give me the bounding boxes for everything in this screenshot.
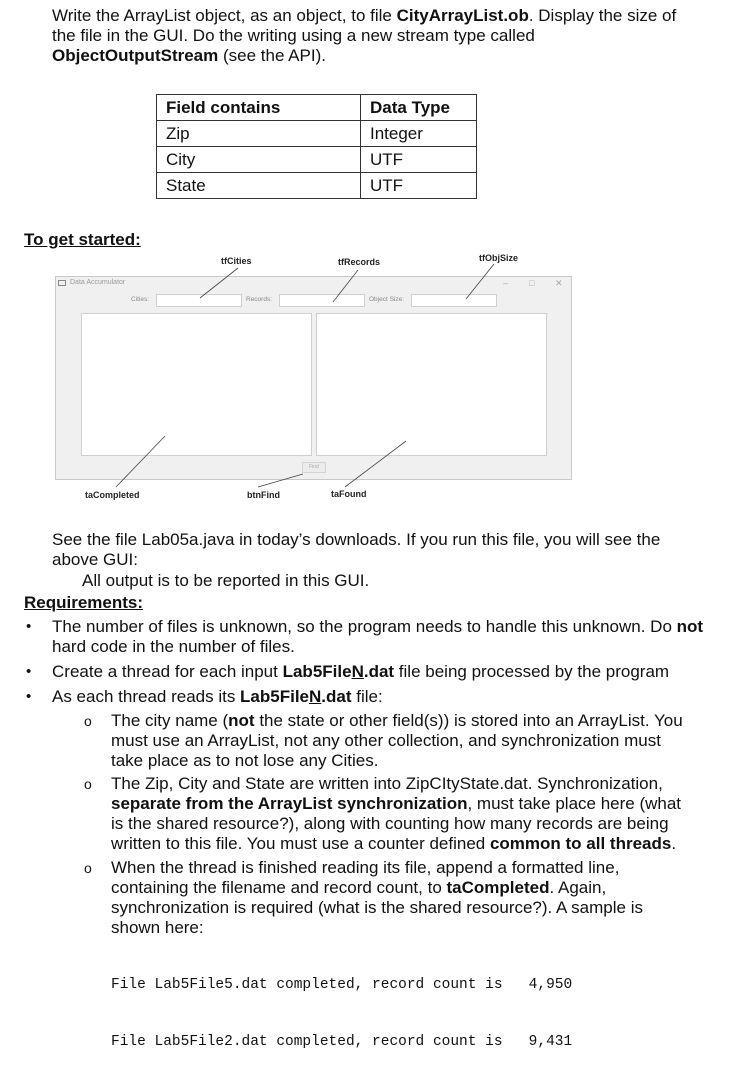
callout-tafound: taFound xyxy=(331,489,367,499)
minimize-icon[interactable]: – xyxy=(503,278,509,288)
callout-leader-lines xyxy=(0,0,752,520)
sub-bullet-icon: o xyxy=(84,860,92,876)
callout-btnfind: btnFind xyxy=(247,490,280,500)
bullet-icon: • xyxy=(26,618,32,635)
objsize-label: Object Size: xyxy=(369,296,405,303)
header-data-type: Data Type xyxy=(361,95,477,121)
maximize-icon[interactable]: □ xyxy=(529,278,535,288)
leader-tfcities xyxy=(200,268,238,298)
find-button[interactable]: Find xyxy=(302,462,326,473)
callout-tfcities: tfCities xyxy=(221,256,252,266)
bullet-icon: • xyxy=(26,663,32,680)
sub-requirement-item: When the thread is finished reading its file, append a formatted line, containing the filename and record count, to taCompleted. Again, synchronization is required (what is the shared resource?). A sample is shown here: xyxy=(111,858,643,937)
see-file-paragraph xyxy=(52,530,660,570)
sub-bullet-icon: o xyxy=(84,776,92,792)
table-cell: State xyxy=(157,173,361,199)
callout-tfrecords: tfRecords xyxy=(338,257,381,267)
sample-output-line: File Lab5File5.dat completed, record count is 4,950 xyxy=(111,977,573,993)
cities-label: Cities: xyxy=(131,296,150,303)
leader-tfobjsize xyxy=(466,264,494,299)
table-cell: Integer xyxy=(361,121,477,147)
leader-tfrecords xyxy=(333,270,358,302)
table-cell: UTF xyxy=(361,147,477,173)
requirement-item: As each thread reads its Lab5FileN.dat file: xyxy=(52,687,383,706)
see-file-line-1: See the file Lab05a.java in today’s downloads. If you run this file, you will see the xyxy=(52,530,661,549)
callout-tacompleted: taCompleted xyxy=(85,490,140,500)
table-cell: City xyxy=(157,147,361,173)
file-name-cityarraylist: CityArrayList.ob xyxy=(396,6,529,25)
intro-line-3: ObjectOutputStream (see the API). xyxy=(52,46,326,65)
table-cell: Zip xyxy=(157,121,361,147)
see-file-line-3: All output is to be reported in this GUI. xyxy=(82,571,370,590)
bullet-icon: • xyxy=(26,688,32,705)
leader-tacompleted xyxy=(116,436,165,487)
sample-output-block xyxy=(111,938,572,1071)
header-field-contains: Field contains xyxy=(157,95,361,121)
window-title: Data Accumulator xyxy=(70,279,126,286)
intro-line-2: the file in the GUI. Do the writing using a new stream type called xyxy=(52,26,535,45)
sample-output-line: File Lab5File2.dat completed, record count is 9,431 xyxy=(111,1034,573,1050)
sub-bullet-icon: o xyxy=(84,713,92,729)
requirements-heading: Requirements: xyxy=(24,593,144,612)
stream-type-name: ObjectOutputStream xyxy=(52,46,219,65)
leader-tafound xyxy=(345,441,406,487)
callout-tfobjsize: tfObjSize xyxy=(479,253,519,263)
close-icon[interactable]: ✕ xyxy=(555,278,563,288)
table-cell: UTF xyxy=(361,173,477,199)
records-label: Records: xyxy=(246,296,273,303)
get-started-heading: To get started: xyxy=(24,230,141,249)
requirement-item: The number of files is unknown, so the program needs to handle this unknown. Do not hard code in the number of files. xyxy=(52,617,704,656)
see-file-line-2: above GUI: xyxy=(52,550,138,569)
sub-requirement-item: The Zip, City and State are written into ZipCItyState.dat. Synchronization, separate from the ArrayList synchronization, must take place here (what is the shared resource?), along with counting how many records are being written to this file. You must use a counter defined common to all threads. xyxy=(111,774,682,853)
sub-requirement-item: The city name (not the state or other field(s)) is stored into an ArrayList. You must use an ArrayList, not any other collection, and synchronization must take place as to not lose any Cities. xyxy=(111,711,683,770)
requirement-item: Create a thread for each input Lab5FileN.dat file being processed by the program xyxy=(52,662,670,681)
leader-btnfind xyxy=(258,474,303,487)
intro-line-1: Write the ArrayList object, as an object, to file CityArrayList.ob. Display the size of xyxy=(52,6,677,25)
